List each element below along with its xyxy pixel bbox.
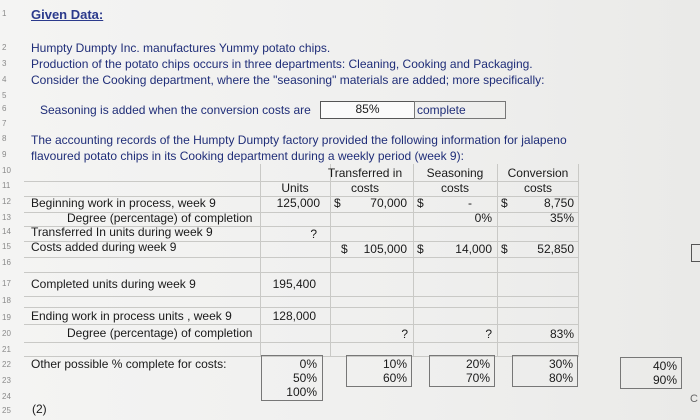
row-number: 25 <box>2 406 11 415</box>
cropped-column-letter: C <box>690 393 698 405</box>
row-number: 7 <box>2 119 7 128</box>
row-number: 18 <box>2 296 11 305</box>
row-number: 22 <box>2 360 11 369</box>
header-conversion: Conversion <box>507 166 569 180</box>
row-number: 4 <box>2 75 7 84</box>
complete-text: complete <box>417 103 466 117</box>
description-line: Production of the potato chips occurs in three departments: Cleaning, Cooking and Packaging. <box>31 57 533 71</box>
row-number: 16 <box>2 258 11 267</box>
cell-transferred[interactable]: 105,000 <box>363 242 407 256</box>
option-value[interactable]: 10% <box>382 357 407 371</box>
option-value[interactable]: 90% <box>652 373 677 387</box>
row-number: 5 <box>2 91 7 100</box>
option-value[interactable]: 30% <box>548 357 573 371</box>
description-line: flavoured potato chips in its Cooking department during a weekly period (week 9): <box>31 149 464 163</box>
option-value[interactable]: 70% <box>465 371 490 385</box>
row-number: 19 <box>2 313 11 322</box>
row-number: 21 <box>2 345 11 354</box>
dollar-sign: $ <box>417 196 424 210</box>
row-number: 15 <box>2 242 11 251</box>
cropped-cell <box>691 244 700 262</box>
option-value[interactable]: 80% <box>548 371 573 385</box>
seasoning-percent-cell[interactable]: 85% <box>320 101 415 119</box>
cell-conversion[interactable]: 35% <box>549 211 574 225</box>
cell-seasoning[interactable]: ? <box>485 327 492 341</box>
description-line: Humpty Dumpty Inc. manufactures Yummy potato chips. <box>31 41 331 55</box>
row-number: 24 <box>2 392 11 401</box>
option-value[interactable]: 40% <box>652 359 677 373</box>
row-label: Completed units during week 9 <box>31 277 196 291</box>
dollar-sign: $ <box>341 242 348 256</box>
cell-transferred[interactable]: 70,000 <box>370 196 407 210</box>
header-transferred-costs: costs <box>350 181 379 195</box>
cell-units[interactable]: 195,400 <box>272 277 316 291</box>
row-number: 23 <box>2 376 11 385</box>
cell-transferred[interactable]: ? <box>401 327 408 341</box>
row-number: 12 <box>2 197 11 206</box>
cell-conversion[interactable]: 83% <box>549 327 574 341</box>
description-line: Consider the Cooking department, where the "seasoning" materials are added; more specifically: <box>31 73 545 87</box>
page-title: Given Data: <box>31 7 104 22</box>
row-number: 6 <box>2 104 7 113</box>
dollar-sign: $ <box>501 242 508 256</box>
row-number: 1 <box>2 9 7 18</box>
cell-units[interactable]: ? <box>310 227 317 241</box>
row-number: 13 <box>2 213 11 222</box>
row-number: 3 <box>2 59 7 68</box>
cell-conversion[interactable]: 52,850 <box>537 242 574 256</box>
header-conversion-costs: costs <box>523 181 552 195</box>
dollar-sign: $ <box>417 242 424 256</box>
dollar-sign: $ <box>501 196 508 210</box>
part-label: (2) <box>32 402 47 416</box>
row-label: Ending work in process units , week 9 <box>31 309 232 323</box>
cell-seasoning[interactable]: 0% <box>474 211 492 225</box>
cell-conversion[interactable]: 8,750 <box>543 196 574 210</box>
row-label: Costs added during week 9 <box>31 240 177 254</box>
row-number: 9 <box>2 150 7 159</box>
header-seasoning-costs: costs <box>440 181 469 195</box>
row-number: 17 <box>2 279 11 288</box>
cell-units[interactable]: 128,000 <box>272 309 316 323</box>
cell-seasoning[interactable]: 14,000 <box>455 242 492 256</box>
row-number: 8 <box>2 134 7 143</box>
row-number: 10 <box>2 166 11 175</box>
row-number: 14 <box>2 227 11 236</box>
row-label: Degree (percentage) of completion <box>67 326 253 340</box>
row-number: 11 <box>2 181 11 190</box>
row-label: Beginning work in process, week 9 <box>31 196 216 210</box>
row-label: Degree (percentage) of completion <box>67 211 253 225</box>
row-label: Other possible % complete for costs: <box>31 357 227 371</box>
row-label: Transferred In units during week 9 <box>31 225 213 239</box>
cell-units[interactable]: 125,000 <box>276 196 320 210</box>
description-line: The accounting records of the Humpty Dumpty factory provided the following information for jalapeno <box>31 133 567 147</box>
header-transferred-in: Transferred in <box>327 166 403 180</box>
seasoning-text: Seasoning is added when the conversion costs are <box>40 103 311 117</box>
row-number: 20 <box>2 329 11 338</box>
option-value[interactable]: 100% <box>286 385 317 399</box>
option-value[interactable]: 20% <box>465 357 490 371</box>
option-value[interactable]: 50% <box>292 371 317 385</box>
dollar-sign: $ <box>334 196 341 210</box>
option-value[interactable]: 0% <box>299 357 317 371</box>
option-value[interactable]: 60% <box>382 371 407 385</box>
row-number: 2 <box>2 43 7 52</box>
header-units: Units <box>281 181 309 195</box>
cell-seasoning[interactable]: - <box>468 196 472 210</box>
header-seasoning: Seasoning <box>426 166 484 180</box>
